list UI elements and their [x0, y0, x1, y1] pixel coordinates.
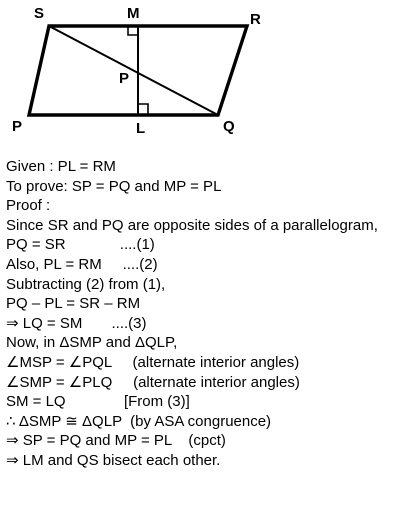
- proof-line: ⇒ LQ = SM ....(3): [6, 314, 147, 332]
- proof-line: PQ = SR ....(1): [6, 236, 155, 254]
- parallelogram-figure: [0, 0, 418, 150]
- label-m: M: [127, 5, 140, 22]
- proof-line-to-prove: To prove: SP = PQ and MP = PL: [6, 177, 222, 195]
- proof-line: ∠MSP = ∠PQL (alternate interior angles): [6, 353, 300, 371]
- proof-line-conclusion: ⇒ LM and QS bisect each other.: [6, 451, 221, 469]
- proof-line: Subtracting (2) from (1),: [6, 275, 166, 293]
- proof-line: ∠SMP = ∠PLQ (alternate interior angles): [6, 373, 300, 391]
- label-q: Q: [223, 118, 235, 135]
- proof-line: Also, PL = RM ....(2): [6, 255, 158, 273]
- label-p-intersection: P: [119, 70, 130, 87]
- diagonal-sq: [49, 26, 218, 115]
- proof-line: SM = LQ [From (3)]: [6, 393, 190, 411]
- proof-line: ∴ ΔSMP ≅ ΔQLP (by ASA congruence): [6, 412, 272, 430]
- label-l: L: [136, 120, 146, 137]
- proof-text: [6, 157, 418, 471]
- proof-line: Since SR and PQ are opposite sides of a parallelogram,: [6, 216, 378, 234]
- proof-line-proof-heading: Proof :: [6, 197, 51, 215]
- proof-line-given: Given : PL = RM: [6, 158, 116, 175]
- label-r: R: [250, 11, 261, 28]
- label-s: S: [34, 5, 45, 22]
- proof-line: ⇒ SP = PQ and MP = PL (cpct): [6, 432, 226, 450]
- label-p: P: [12, 118, 23, 135]
- proof-line: PQ – PL = SR – RM: [6, 295, 141, 313]
- proof-line: Now, in ΔSMP and ΔQLP,: [6, 334, 178, 352]
